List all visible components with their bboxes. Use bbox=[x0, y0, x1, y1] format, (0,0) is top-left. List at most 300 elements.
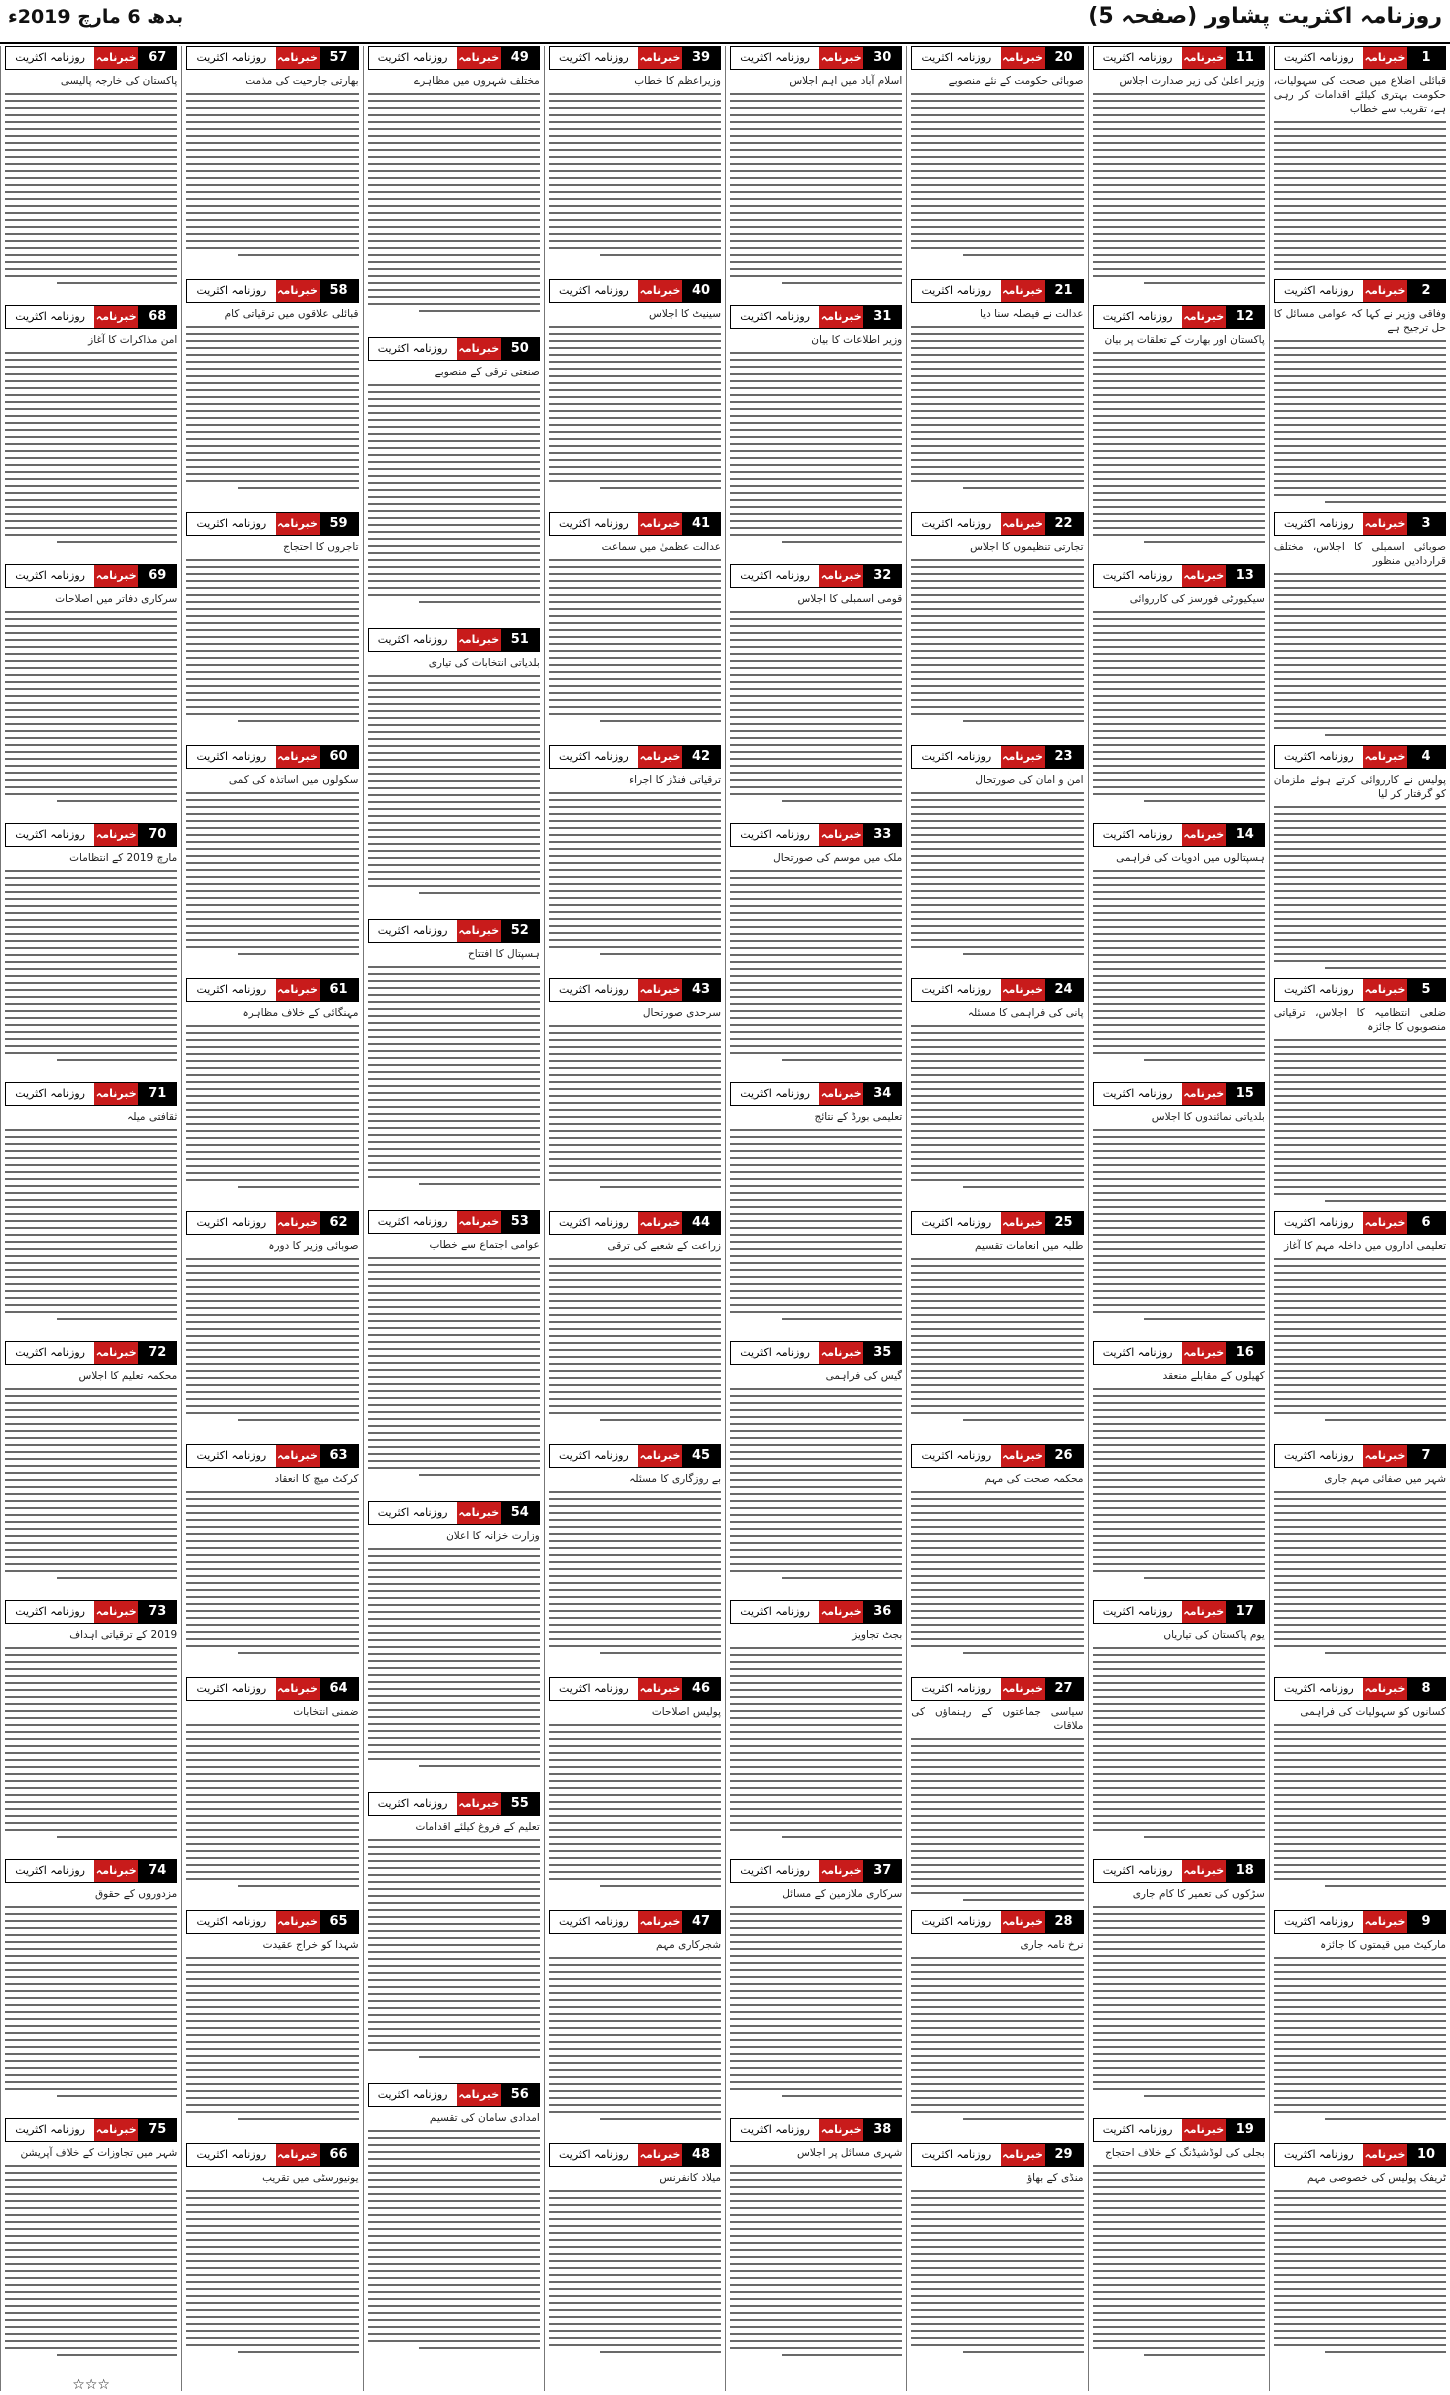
text-line bbox=[549, 2253, 721, 2255]
text-line bbox=[1274, 706, 1446, 708]
text-line bbox=[5, 1465, 177, 1467]
tag-label: خبرنامہ bbox=[94, 2119, 138, 2141]
text-line bbox=[549, 1498, 721, 1500]
text-line bbox=[368, 1846, 540, 1848]
tag-label: خبرنامہ bbox=[638, 513, 682, 535]
text-line bbox=[730, 674, 902, 676]
text-line bbox=[368, 545, 540, 547]
text-line bbox=[730, 1178, 902, 1180]
text-line bbox=[549, 1179, 721, 1181]
text-lines bbox=[730, 870, 902, 1061]
text-line bbox=[549, 445, 721, 447]
source-label: روزنامہ اکثریت bbox=[550, 47, 638, 69]
text-line bbox=[5, 758, 177, 760]
item-number: 23 bbox=[1045, 746, 1083, 768]
text-line bbox=[1093, 1017, 1265, 1019]
news-item bbox=[1093, 1859, 1265, 2112]
text-line bbox=[5, 1808, 177, 1810]
text-line bbox=[549, 2076, 721, 2078]
text-line bbox=[1093, 1563, 1265, 1565]
text-line bbox=[911, 1773, 1083, 1775]
text-line bbox=[911, 1738, 1083, 1740]
text-line bbox=[1093, 1808, 1265, 1810]
text-line bbox=[5, 2053, 177, 2055]
item-header bbox=[186, 1677, 358, 1701]
item-number: 71 bbox=[138, 1083, 176, 1105]
text-line bbox=[963, 254, 1084, 256]
item-header bbox=[1274, 2143, 1446, 2167]
text-line bbox=[1093, 1990, 1265, 1992]
text-line bbox=[368, 1758, 540, 1760]
text-line bbox=[186, 354, 358, 356]
news-item bbox=[1274, 1677, 1446, 1904]
text-line bbox=[1325, 967, 1446, 969]
text-line bbox=[549, 347, 721, 349]
text-lines bbox=[730, 93, 902, 284]
text-line bbox=[1093, 1997, 1265, 1999]
tag-label: خبرنامہ bbox=[457, 47, 501, 69]
text-line bbox=[1093, 751, 1265, 753]
text-line bbox=[1093, 2172, 1265, 2174]
tag-label: خبرنامہ bbox=[819, 306, 863, 328]
tag-label: خبرنامہ bbox=[819, 47, 863, 69]
tag-label: خبرنامہ bbox=[638, 1911, 682, 1933]
item-header bbox=[911, 46, 1083, 70]
text-line bbox=[549, 643, 721, 645]
text-line bbox=[782, 1059, 903, 1061]
text-line bbox=[5, 912, 177, 914]
text-line bbox=[1093, 1682, 1265, 1684]
text-lines bbox=[911, 326, 1083, 489]
source-label: روزنامہ اکثریت bbox=[6, 1342, 94, 1364]
text-line bbox=[186, 424, 358, 426]
text-line bbox=[911, 1293, 1083, 1295]
text-line bbox=[1093, 639, 1265, 641]
news-item bbox=[730, 823, 902, 1076]
text-line bbox=[1093, 1745, 1265, 1747]
text-line bbox=[419, 310, 540, 312]
item-header bbox=[368, 1210, 540, 1234]
text-line bbox=[1274, 1526, 1446, 1528]
text-line bbox=[549, 834, 721, 836]
text-line bbox=[911, 1554, 1083, 1556]
text-line bbox=[186, 177, 358, 179]
text-line bbox=[368, 538, 540, 540]
item-number: 24 bbox=[1045, 979, 1083, 1001]
text-line bbox=[1093, 1206, 1265, 1208]
text-line bbox=[730, 170, 902, 172]
text-line bbox=[730, 611, 902, 613]
text-line bbox=[368, 980, 540, 982]
text-line bbox=[1093, 2200, 1265, 2202]
text-line bbox=[1093, 2263, 1265, 2265]
text-line bbox=[1274, 890, 1446, 892]
text-line bbox=[730, 926, 902, 928]
text-line bbox=[186, 2097, 358, 2099]
text-line bbox=[186, 1724, 358, 1726]
text-line bbox=[368, 2165, 540, 2167]
text-line bbox=[730, 1199, 902, 1201]
text-line bbox=[1093, 191, 1265, 193]
text-line bbox=[911, 1067, 1083, 1069]
text-line bbox=[1274, 452, 1446, 454]
text-line bbox=[1274, 939, 1446, 941]
item-text: مارکیٹ میں قیمتوں کا جائزہ bbox=[1320, 1939, 1446, 1951]
text-line bbox=[5, 1220, 177, 1222]
text-line bbox=[1274, 1836, 1446, 1838]
text-line bbox=[549, 1843, 721, 1845]
text-line bbox=[600, 953, 721, 955]
text-line bbox=[186, 198, 358, 200]
text-line bbox=[1274, 1519, 1446, 1521]
text-line bbox=[1274, 1512, 1446, 1514]
text-line bbox=[186, 2069, 358, 2071]
item-header bbox=[368, 2083, 540, 2107]
text-line bbox=[1325, 501, 1446, 503]
text-line bbox=[1093, 1311, 1265, 1313]
text-line bbox=[549, 559, 721, 561]
text-lines bbox=[730, 1906, 902, 2097]
text-line bbox=[5, 2165, 177, 2167]
text-line bbox=[186, 678, 358, 680]
item-text: وزارت خزانہ کا اعلان bbox=[446, 1530, 540, 1542]
text-line bbox=[549, 1745, 721, 1747]
text-line bbox=[730, 352, 902, 354]
text-line bbox=[730, 1906, 902, 1908]
text-line bbox=[57, 1836, 178, 1838]
tag-label: خبرنامہ bbox=[819, 2119, 863, 2141]
item-text: مہنگائی کے خلاف مظاہرہ bbox=[242, 1007, 359, 1019]
text-line bbox=[911, 445, 1083, 447]
text-line bbox=[1274, 643, 1446, 645]
text-line bbox=[1093, 233, 1265, 235]
text-line bbox=[730, 2270, 902, 2272]
text-lines bbox=[730, 352, 902, 543]
text-line bbox=[186, 1610, 358, 1612]
text-line bbox=[1274, 1109, 1446, 1111]
text-line bbox=[730, 716, 902, 718]
text-line bbox=[730, 1535, 902, 1537]
text-line bbox=[730, 1269, 902, 1271]
text-line bbox=[1093, 1052, 1265, 1054]
item-number: 30 bbox=[863, 47, 901, 69]
text-line bbox=[186, 1053, 358, 1055]
text-line bbox=[186, 855, 358, 857]
text-line bbox=[1274, 1088, 1446, 1090]
text-line bbox=[730, 233, 902, 235]
text-line bbox=[5, 660, 177, 662]
item-number: 70 bbox=[138, 824, 176, 846]
tag-label: خبرنامہ bbox=[94, 47, 138, 69]
text-line bbox=[1093, 1556, 1265, 1558]
text-line bbox=[5, 1710, 177, 1712]
source-label: روزنامہ اکثریت bbox=[187, 280, 275, 302]
text-line bbox=[368, 1411, 540, 1413]
text-line bbox=[1144, 2095, 1265, 2097]
text-line bbox=[186, 1787, 358, 1789]
text-line bbox=[730, 121, 902, 123]
text-line bbox=[368, 2263, 540, 2265]
source-label: روزنامہ اکثریت bbox=[369, 920, 457, 942]
text-line bbox=[1093, 1479, 1265, 1481]
text-line bbox=[911, 2062, 1083, 2064]
text-lines bbox=[368, 1548, 540, 1767]
text-line bbox=[5, 457, 177, 459]
text-line bbox=[782, 1836, 903, 1838]
text-line bbox=[911, 1624, 1083, 1626]
text-lines bbox=[368, 675, 540, 894]
text-line bbox=[549, 1878, 721, 1880]
text-line bbox=[549, 403, 721, 405]
text-line bbox=[549, 1342, 721, 1344]
text-line bbox=[730, 1773, 902, 1775]
text-line bbox=[368, 682, 540, 684]
text-line bbox=[368, 2144, 540, 2146]
text-line bbox=[1093, 1234, 1265, 1236]
item-number: 36 bbox=[863, 1601, 901, 1623]
tag-label: خبرنامہ bbox=[1182, 306, 1226, 328]
text-line bbox=[368, 1022, 540, 1024]
text-line bbox=[911, 2013, 1083, 2015]
text-line bbox=[186, 1342, 358, 1344]
text-line bbox=[730, 471, 902, 473]
text-line bbox=[186, 466, 358, 468]
text-line bbox=[186, 2302, 358, 2304]
news-column bbox=[181, 46, 362, 2391]
text-line bbox=[186, 1547, 358, 1549]
text-line bbox=[911, 177, 1083, 179]
text-line bbox=[1093, 464, 1265, 466]
text-line bbox=[1274, 1957, 1446, 1959]
text-line bbox=[1093, 226, 1265, 228]
text-line bbox=[549, 1738, 721, 1740]
text-line bbox=[1093, 268, 1265, 270]
text-lines bbox=[1093, 1647, 1265, 1838]
text-line bbox=[730, 1738, 902, 1740]
text-lines bbox=[730, 2165, 902, 2356]
item-header bbox=[186, 745, 358, 769]
text-line bbox=[186, 1398, 358, 1400]
text-lines bbox=[5, 1906, 177, 2097]
text-line bbox=[1274, 1617, 1446, 1619]
item-header bbox=[186, 46, 358, 70]
text-line bbox=[186, 1032, 358, 1034]
text-line bbox=[730, 1185, 902, 1187]
item-text: پولیس نے کارروائی کرتے ہوئے ملزمان کو گرفتار کر لیا bbox=[1273, 774, 1446, 800]
text-line bbox=[368, 2291, 540, 2293]
text-line bbox=[5, 2074, 177, 2076]
text-line bbox=[5, 1178, 177, 1180]
text-line bbox=[549, 1032, 721, 1034]
item-text: تعلیمی اداروں میں داخلہ مہم کا آغاز bbox=[1284, 1240, 1446, 1252]
text-line bbox=[186, 932, 358, 934]
text-line bbox=[911, 396, 1083, 398]
text-line bbox=[963, 720, 1084, 722]
text-line bbox=[5, 2284, 177, 2286]
text-line bbox=[1274, 1978, 1446, 1980]
text-line bbox=[549, 792, 721, 794]
text-line bbox=[5, 2186, 177, 2188]
text-line bbox=[186, 1745, 358, 1747]
item-number: 14 bbox=[1226, 824, 1264, 846]
text-line bbox=[1093, 1227, 1265, 1229]
text-line bbox=[549, 247, 721, 249]
text-line bbox=[1274, 1314, 1446, 1316]
text-line bbox=[186, 1738, 358, 1740]
text-line bbox=[1274, 2090, 1446, 2092]
text-line bbox=[911, 1533, 1083, 1535]
text-line bbox=[911, 1081, 1083, 1083]
tag-label: خبرنامہ bbox=[276, 1212, 320, 1234]
text-lines bbox=[549, 792, 721, 955]
text-line bbox=[549, 1512, 721, 1514]
text-line bbox=[730, 2291, 902, 2293]
text-line bbox=[5, 1647, 177, 1649]
text-line bbox=[549, 1780, 721, 1782]
text-line bbox=[5, 93, 177, 95]
text-line bbox=[1093, 2214, 1265, 2216]
text-line bbox=[368, 1085, 540, 1087]
text-line bbox=[368, 1383, 540, 1385]
item-text: امن و امان کی صورتحال bbox=[975, 774, 1084, 786]
text-line bbox=[1093, 254, 1265, 256]
item-header bbox=[1274, 1910, 1446, 1934]
text-line bbox=[5, 1731, 177, 1733]
item-text: اسلام آباد میں اہم اجلاس bbox=[789, 75, 903, 87]
footer-stars: ☆☆☆ bbox=[72, 2377, 110, 2391]
text-line bbox=[1093, 716, 1265, 718]
text-line bbox=[368, 1334, 540, 1336]
text-line bbox=[1093, 394, 1265, 396]
text-line bbox=[549, 685, 721, 687]
text-line bbox=[368, 2312, 540, 2314]
text-line bbox=[911, 820, 1083, 822]
text-line bbox=[5, 2326, 177, 2328]
text-line bbox=[911, 247, 1083, 249]
text-line bbox=[1274, 1829, 1446, 1831]
text-line bbox=[549, 1808, 721, 1810]
text-line bbox=[5, 2340, 177, 2342]
text-line bbox=[186, 1808, 358, 1810]
text-line bbox=[1093, 1304, 1265, 1306]
text-line bbox=[186, 1850, 358, 1852]
text-line bbox=[1093, 156, 1265, 158]
text-line bbox=[368, 850, 540, 852]
text-line bbox=[186, 1272, 358, 1274]
text-line bbox=[730, 1521, 902, 1523]
text-line bbox=[730, 1808, 902, 1810]
text-line bbox=[368, 2305, 540, 2307]
text-lines bbox=[1093, 870, 1265, 1061]
text-line bbox=[5, 1829, 177, 1831]
text-line bbox=[911, 1582, 1083, 1584]
text-line bbox=[368, 184, 540, 186]
text-line bbox=[549, 706, 721, 708]
item-header bbox=[368, 1792, 540, 1816]
text-line bbox=[911, 1638, 1083, 1640]
text-line bbox=[1274, 2069, 1446, 2071]
text-line bbox=[1093, 1003, 1265, 1005]
text-line bbox=[1274, 389, 1446, 391]
text-line bbox=[549, 2239, 721, 2241]
text-line bbox=[549, 107, 721, 109]
text-line bbox=[5, 1423, 177, 1425]
text-line bbox=[730, 1983, 902, 1985]
item-text: طلبہ میں انعامات تقسیم bbox=[974, 1240, 1084, 1252]
text-line bbox=[368, 815, 540, 817]
text-line bbox=[186, 389, 358, 391]
text-line bbox=[1274, 1349, 1446, 1351]
text-line bbox=[1274, 1377, 1446, 1379]
text-line bbox=[5, 450, 177, 452]
text-line bbox=[5, 149, 177, 151]
text-line bbox=[1274, 2239, 1446, 2241]
text-line bbox=[549, 114, 721, 116]
text-line bbox=[368, 773, 540, 775]
text-line bbox=[368, 1120, 540, 1122]
text-line bbox=[5, 2025, 177, 2027]
text-line bbox=[5, 1255, 177, 1257]
text-line bbox=[186, 792, 358, 794]
tag-label: خبرنامہ bbox=[1363, 1911, 1407, 1933]
text-lines bbox=[5, 611, 177, 802]
text-line bbox=[730, 1752, 902, 1754]
text-line bbox=[186, 848, 358, 850]
text-line bbox=[1093, 408, 1265, 410]
text-line bbox=[368, 808, 540, 810]
text-line bbox=[549, 361, 721, 363]
item-number: 43 bbox=[682, 979, 720, 1001]
text-line bbox=[1274, 720, 1446, 722]
news-item bbox=[1274, 978, 1446, 1205]
text-line bbox=[549, 2316, 721, 2318]
text-line bbox=[186, 184, 358, 186]
item-number: 19 bbox=[1226, 2119, 1264, 2141]
text-line bbox=[1274, 347, 1446, 349]
text-line bbox=[5, 485, 177, 487]
text-line bbox=[911, 1985, 1083, 1987]
item-header bbox=[549, 279, 721, 303]
text-line bbox=[549, 2225, 721, 2227]
text-line bbox=[549, 1857, 721, 1859]
text-line bbox=[186, 946, 358, 948]
text-lines bbox=[730, 1647, 902, 1838]
text-line bbox=[1093, 1661, 1265, 1663]
text-line bbox=[368, 2028, 540, 2030]
text-line bbox=[1274, 650, 1446, 652]
text-line bbox=[730, 534, 902, 536]
item-text: منڈی کے بھاؤ bbox=[1027, 2172, 1084, 2184]
item-header bbox=[730, 1600, 902, 1624]
text-line bbox=[186, 1498, 358, 1500]
text-line bbox=[368, 738, 540, 740]
text-line bbox=[730, 2333, 902, 2335]
source-label: روزنامہ اکثریت bbox=[187, 513, 275, 535]
tag-label: خبرنامہ bbox=[638, 1212, 682, 1234]
text-line bbox=[5, 1976, 177, 1978]
news-item bbox=[911, 1444, 1083, 1671]
text-line bbox=[730, 695, 902, 697]
text-line bbox=[368, 2333, 540, 2335]
text-line bbox=[730, 1409, 902, 1411]
text-line bbox=[5, 1185, 177, 1187]
text-line bbox=[1274, 226, 1446, 228]
text-line bbox=[1093, 1199, 1265, 1201]
text-line bbox=[5, 1570, 177, 1572]
text-line bbox=[5, 975, 177, 977]
text-line bbox=[368, 566, 540, 568]
text-line bbox=[911, 326, 1083, 328]
